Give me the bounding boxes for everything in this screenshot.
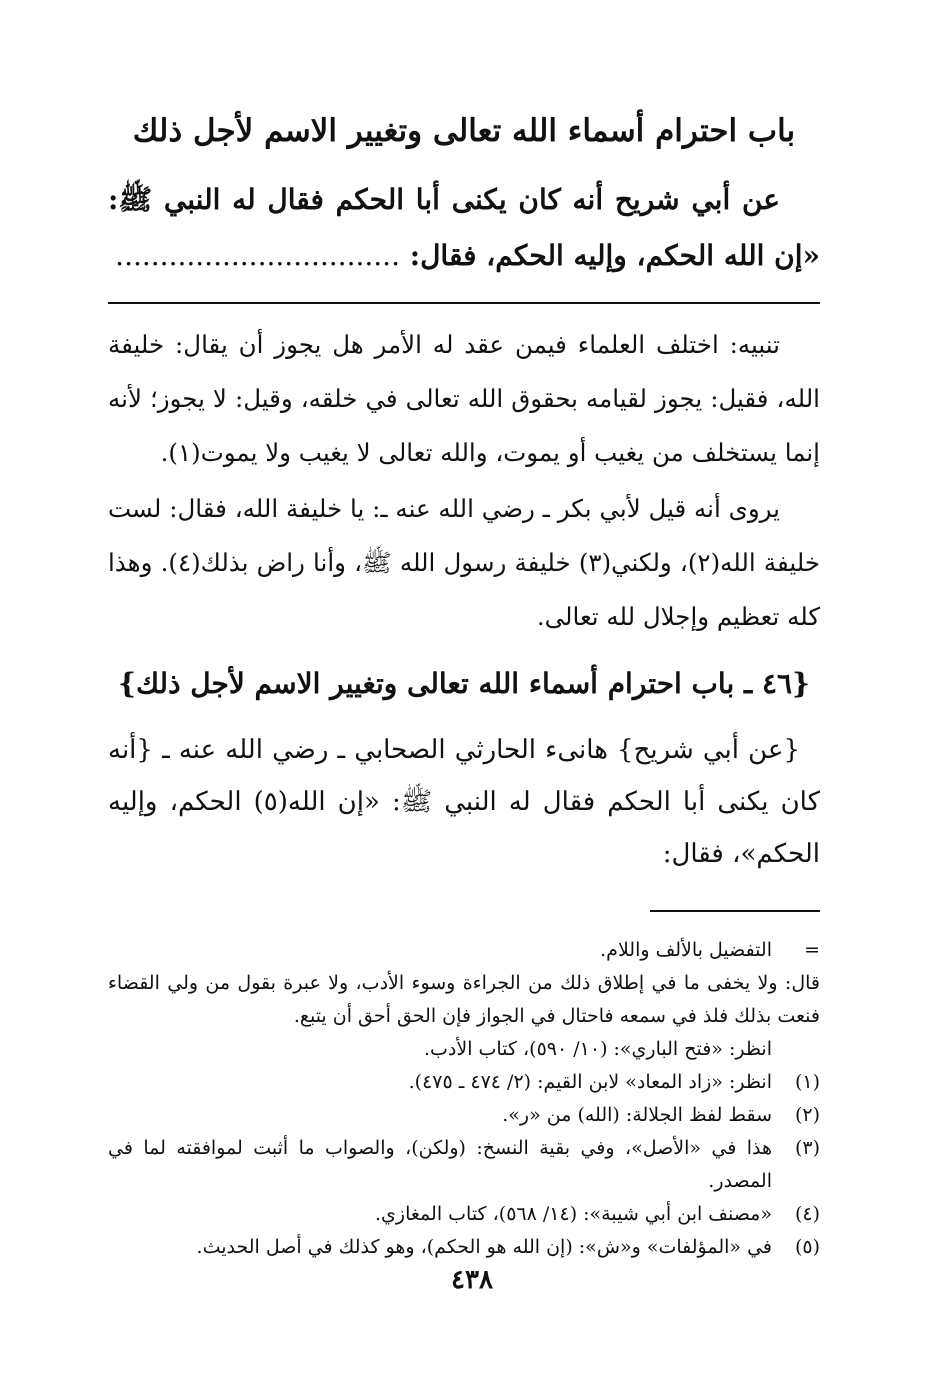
footnote-4	[108, 1198, 820, 1231]
continuation-line-1: التفضيل بالألف واللام.	[600, 939, 772, 961]
chapter-heading: {٤٦ ـ باب احترام أسماء الله تعالى وتغيير الاسم لأجل ذلك}	[117, 667, 811, 700]
footnote-text: «مصنف ابن أبي شيبة»: (١٤/ ٥٦٨)، كتاب المغازي.	[375, 1203, 772, 1225]
footnote-number: (٢)	[794, 1104, 820, 1126]
footnote-number: (٥)	[794, 1236, 820, 1258]
continuation-line-3: انظر: «فتح الباري»: (١٠/ ٥٩٠)، كتاب الأدب.	[423, 1038, 772, 1060]
footnotes	[108, 934, 820, 1264]
note-paragraph-1: تنبيه: اختلف العلماء فيمن عقد له الأمر هل يجوز أن يقال: خليفة الله، فقيل: يجوز لقيامه بحقوق الله تعالى في خلقه، وقيل: لا يجوز؛ لأنه إنما يستخلف من يغيب أو يموت، والله تعالى لا يغيب ولا يموت(١).	[108, 330, 820, 467]
page-title: باب احترام أسماء الله تعالى وتغيير الاسم لأجل ذلك	[132, 113, 796, 149]
continuation-line-2: قال: ولا يخفى ما في إطلاق ذلك من الجراءة وسوء الأدب، ولا عبرة بقول من ولي القضاء فنعت بذلك فلذ في سمعه فاحتال في الجواز فإن الحق أحق أن يتبع.	[108, 972, 820, 1027]
footnote-text: سقط لفظ الجلالة: (الله) من «ر».	[502, 1104, 772, 1126]
footnote-3	[108, 1132, 820, 1198]
matn-text	[108, 172, 820, 284]
footnote-number: (٣)	[794, 1137, 820, 1159]
footnote-2	[108, 1099, 820, 1132]
footnote-number: (١)	[794, 1071, 820, 1093]
continuation-mark: =	[804, 939, 820, 961]
footnote-text: هذا في «الأصل»، وفي بقية النسخ: (ولكن)، والصواب ما أثبت لموافقته لما في المصدر.	[108, 1137, 772, 1192]
footnote-text: في «المؤلفات» و«ش»: (إن الله هو الحكم)، وهو كذلك في أصل الحديث.	[196, 1236, 772, 1258]
matn-divider	[108, 302, 820, 304]
commentary-text: {عن أبي شريح} هانىء الحارثي الصحابي ـ رضي الله عنه ـ {أنه كان يكنى أبا الحكم فقال له النبي ﷺ: «إن الله(٥) الحكم، وإليه الحكم»، فقال:	[108, 735, 820, 869]
page-number: ٤٣٨	[451, 1265, 493, 1295]
footnote-continuation	[108, 934, 820, 967]
footnote-divider	[650, 910, 820, 912]
page-body	[108, 100, 820, 1264]
footnote-1	[108, 1066, 820, 1099]
footnote-number: (٤)	[794, 1203, 820, 1225]
matn-dots: ................................	[115, 239, 400, 272]
note-paragraph-2: يروى أنه قيل لأبي بكر ـ رضي الله عنه ـ: يا خليفة الله، فقال: لست خليفة الله(٢)، ولكني(٣) خليفة رسول الله ﷺ، وأنا راض بذلك(٤). وهذا كله تعظيم وإجلال لله تعالى.	[108, 494, 820, 631]
footnote-5	[108, 1231, 820, 1264]
footnote-text: انظر: «زاد المعاد» لابن القيم: (٢/ ٤٧٤ ـ ٤٧٥).	[408, 1071, 772, 1093]
matn-body: عن أبي شريح أنه كان يكنى أبا الحكم فقال له النبي ﷺ: «إن الله الحكم، وإليه الحكم، فقال:	[108, 183, 820, 272]
